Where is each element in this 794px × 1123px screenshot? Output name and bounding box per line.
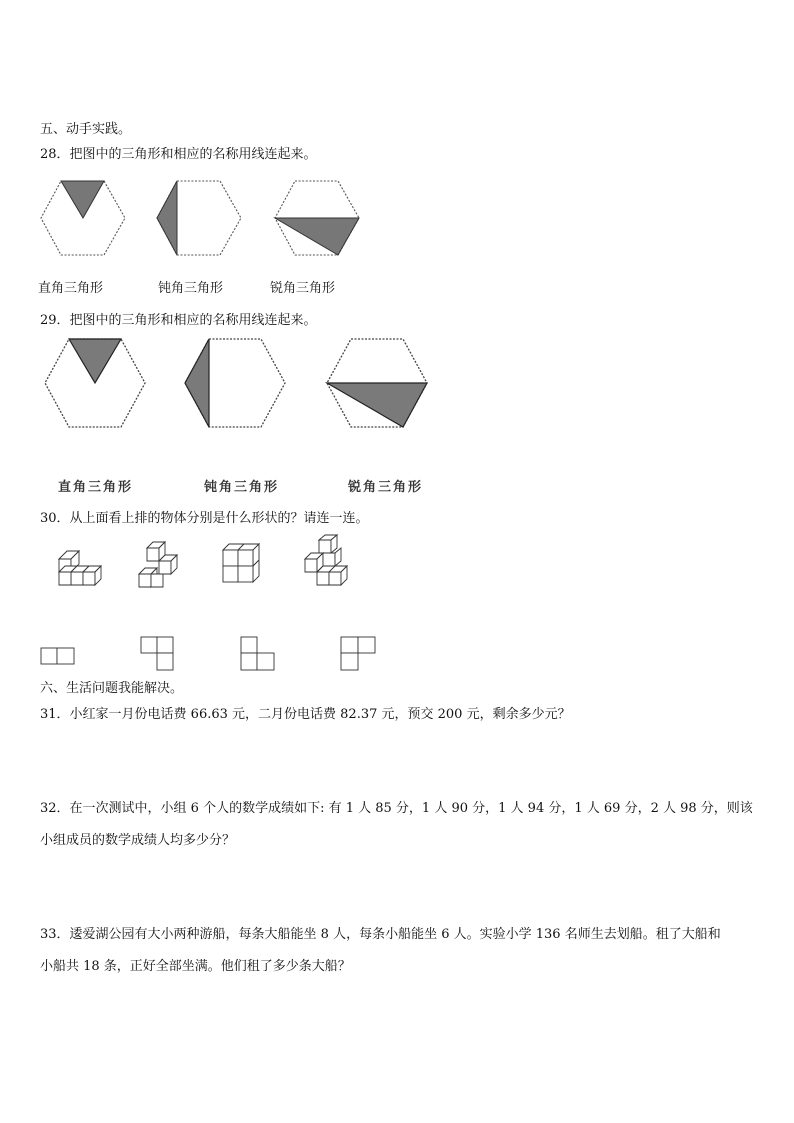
question-28-text: 28．把图中的三角形和相应的名称用线连起来。 [40, 147, 317, 162]
q30-top-view-4 [340, 635, 378, 673]
q30-top-view-3 [240, 635, 276, 673]
question-30-text: 30．从上面看上排的物体分别是什么形状的？请连一连。 [40, 511, 369, 526]
q30-cube-object-1 [55, 546, 105, 588]
q29-figure-1-right-triangle [44, 338, 146, 428]
q30-top-view-2 [140, 635, 176, 673]
q28-label-obtuse-triangle: 钝角三角形 [158, 281, 224, 296]
q29-label-right-triangle: 直角三角形 [58, 480, 134, 495]
question-33-line-2: 小船共 18 条，正好全部坐满。他们租了多少条大船？ [40, 959, 351, 974]
question-29-text: 29．把图中的三角形和相应的名称用线连起来。 [40, 313, 317, 328]
q30-cube-object-2 [135, 540, 189, 590]
question-32-line-1: 32．在一次测试中，小组 6 个人的数学成绩如下: 有 1 人 85 分，1 人 90 分，1 人 94 分，1 人 69 分，2 人 98 分，则该 [40, 801, 753, 816]
q29-label-obtuse-triangle: 钝角三角形 [204, 480, 280, 495]
q28-figure-3-acute-triangle [274, 180, 360, 256]
section-5-title: 五、动手实践。 [40, 122, 132, 137]
question-31-text: 31．小红家一月份电话费 66.63 元，二月份电话费 82.37 元，预交 200 元，剩余多少元？ [40, 707, 571, 722]
section-6-title: 六、生活问题我能解决。 [40, 681, 184, 696]
q28-label-right-triangle: 直角三角形 [38, 281, 104, 296]
q29-figure-2-obtuse-triangle [184, 338, 286, 428]
q30-top-view-1 [40, 646, 76, 666]
q28-figure-2-obtuse-triangle [156, 180, 242, 256]
q29-figure-3-acute-triangle [326, 338, 428, 428]
q28-label-acute-triangle: 锐角三角形 [270, 281, 336, 296]
q30-cube-object-4 [301, 534, 355, 590]
q29-label-acute-triangle: 锐角三角形 [348, 480, 424, 495]
q28-figure-1-right-triangle [40, 180, 126, 256]
question-32-line-2: 小组成员的数学成绩人均多少分？ [40, 833, 236, 848]
question-33-line-1: 33．逶爱湖公园有大小两种游船，每条大船能坐 8 人，每条小船能坐 6 人。实验小学 136 名师生去划船。租了大船和 [40, 927, 721, 942]
q30-cube-object-3 [219, 540, 271, 588]
